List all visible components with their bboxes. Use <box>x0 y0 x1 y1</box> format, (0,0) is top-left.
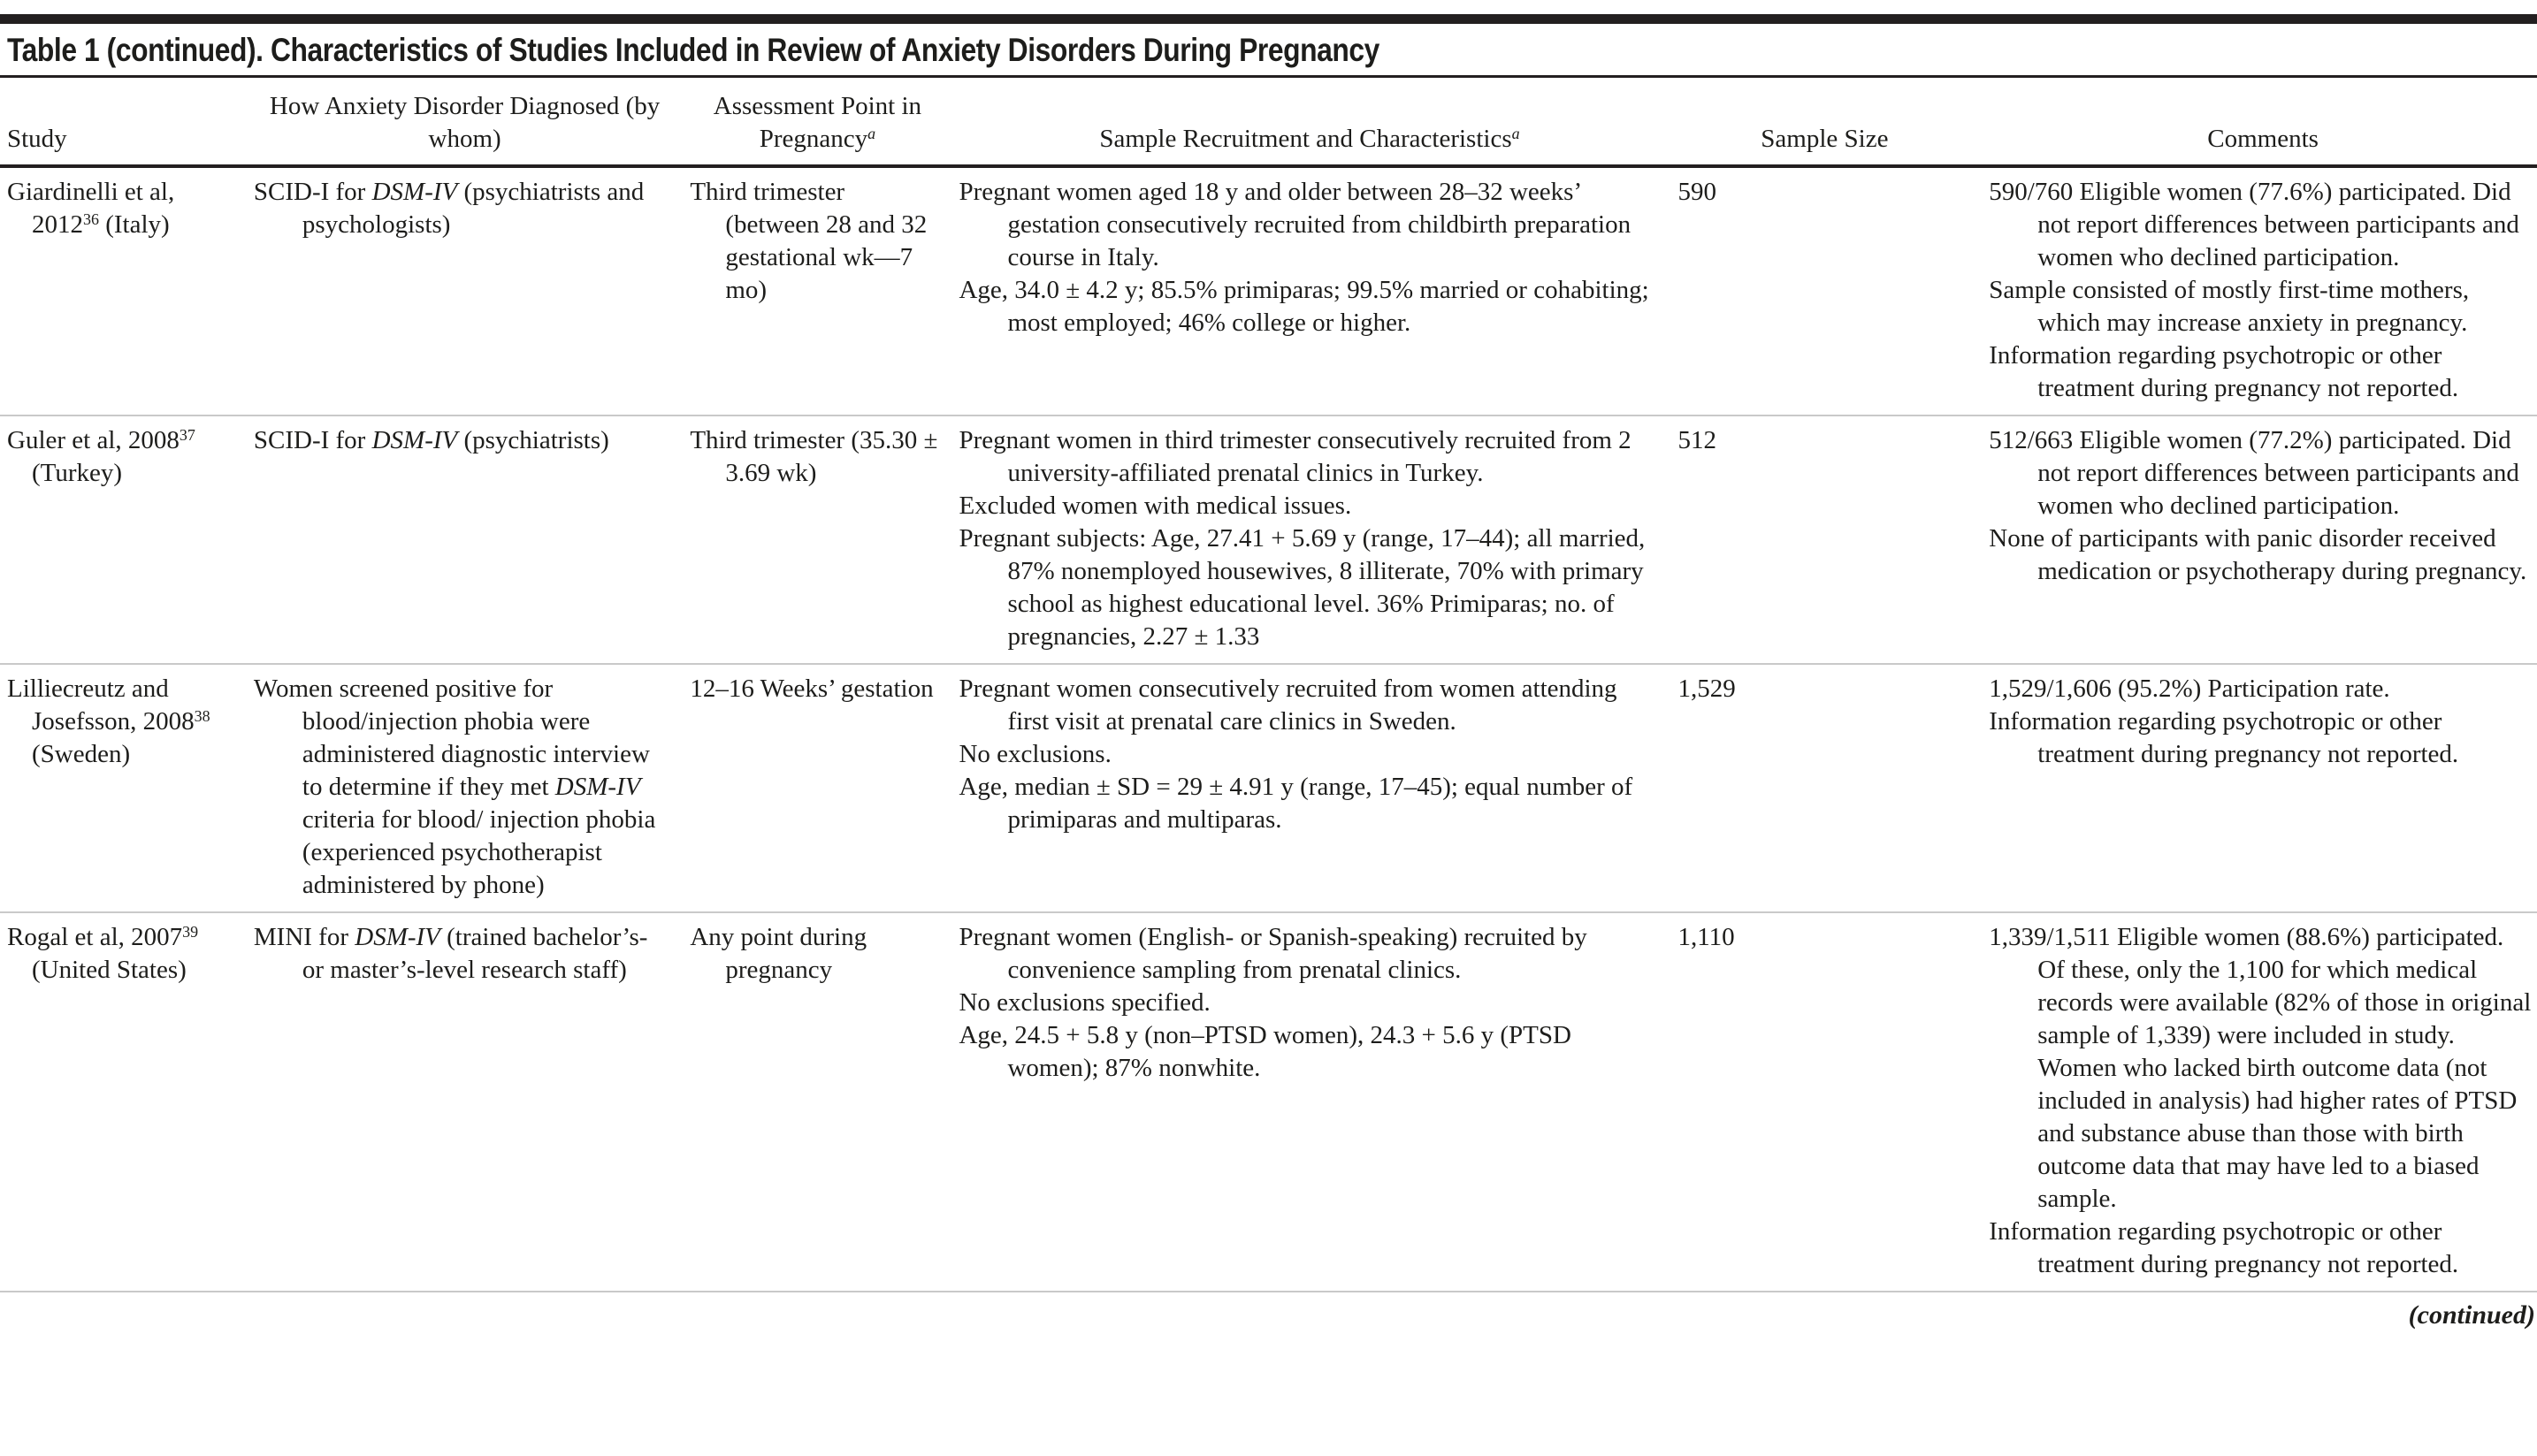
diagnosis-text: SCID-I for DSM-IV (psychiatrists and psychologists) <box>253 178 645 239</box>
study-text: Guler et al, 2008$^{37}$ (Turkey) <box>7 426 195 487</box>
cell-paragraph: Information regarding psychotropic or other treatment during pregnancy not reported. <box>1989 707 2459 768</box>
recruitment-cell <box>959 415 1674 664</box>
study-cell <box>0 912 254 1292</box>
diagnosis-cell <box>254 415 690 664</box>
study-cell <box>0 166 254 415</box>
study-text: Giardinelli et al, 2012$^{36}$ (Italy) <box>7 178 175 239</box>
table-row <box>0 664 2537 912</box>
cell-paragraph: Information regarding psychotropic or other treatment during pregnancy not reported. <box>1989 341 2459 402</box>
sample-size-cell <box>1675 166 1990 415</box>
cell-paragraph: 512/663 Eligible women (77.2%) participated. Did not report differences between participants and women who declined participation. <box>1989 426 2519 520</box>
cell-paragraph: Pregnant women aged 18 y and older between 28–32 weeks’ gestation consecutively recruited from childbirth preparation course in Italy. <box>959 178 1631 271</box>
comments-cell <box>1989 912 2537 1292</box>
sample-size-value: 1,529 <box>1677 675 1736 703</box>
diagnosis-text: Women screened positive for blood/injection phobia were administered diagnostic interview to determine if they met DSM-IV criteria for blood/ injection phobia (experienced psychotherapist administered by phone) <box>253 675 656 899</box>
cell-paragraph: No exclusions specified. <box>959 988 1211 1017</box>
cell-paragraph: 590/760 Eligible women (77.6%) participated. Did not report differences between participants and women who declined participation. <box>1989 178 2519 271</box>
assessment-cell <box>690 912 959 1292</box>
table-row <box>0 912 2537 1292</box>
sample-size-value: 590 <box>1677 178 1716 206</box>
diagnosis-cell <box>254 166 690 415</box>
assessment-cell <box>690 415 959 664</box>
assessment-text: Third trimester (between 28 and 32 gestational wk—7 mo) <box>690 178 928 304</box>
table-row <box>0 415 2537 664</box>
table-title: Table 1 (continued). Characteristics of Studies Included in Review of Anxiety Disorders During Pregnancy <box>7 32 1379 68</box>
assessment-text: 12–16 Weeks’ gestation <box>690 675 934 703</box>
study-cell <box>0 415 254 664</box>
sample-size-value: 512 <box>1677 426 1716 454</box>
header-row <box>0 78 2537 166</box>
sample-size-cell <box>1675 415 1990 664</box>
diagnosis-text: SCID-I for DSM-IV (psychiatrists) <box>253 426 609 454</box>
recruitment-cell <box>959 664 1674 912</box>
sample-size-value: 1,110 <box>1677 923 1735 951</box>
continued-note: (continued) <box>2408 1300 2535 1330</box>
top-rule <box>0 14 2537 24</box>
col-header-study: Study <box>0 78 254 166</box>
cell-paragraph: 1,529/1,606 (95.2%) Participation rate. <box>1989 675 2390 703</box>
cell-paragraph: Sample consisted of mostly first-time mothers, which may increase anxiety in pregnancy. <box>1989 276 2470 337</box>
cell-paragraph: Information regarding psychotropic or other treatment during pregnancy not reported. <box>1989 1217 2459 1278</box>
recruitment-cell <box>959 912 1674 1292</box>
cell-paragraph: None of participants with panic disorder received medication or psychotherapy during pregnancy. <box>1989 524 2527 585</box>
col-header-comments: Comments <box>1989 78 2537 166</box>
col-header-diagnosed: How Anxiety Disorder Diagnosed (by whom) <box>254 78 690 166</box>
sample-size-cell <box>1675 664 1990 912</box>
table-row <box>0 166 2537 415</box>
study-text: Rogal et al, 2007$^{39}$ (United States) <box>7 923 199 984</box>
assessment-text: Any point during pregnancy <box>690 923 867 984</box>
comments-cell <box>1989 166 2537 415</box>
comments-cell <box>1989 664 2537 912</box>
comments-cell <box>1989 415 2537 664</box>
recruitment-cell <box>959 166 1674 415</box>
col-header-sample-size: Sample Size <box>1675 78 1990 166</box>
cell-paragraph: Pregnant women in third trimester consecutively recruited from 2 university-affiliated prenatal clinics in Turkey. <box>959 426 1631 487</box>
diagnosis-cell <box>254 912 690 1292</box>
cell-paragraph: 1,339/1,511 Eligible women (88.6%) participated. Of these, only the 1,100 for which medical records were available (82% of those in original sample of 1,339) were included in study. Women who lacked birth outcome data (not included in analysis) had higher rates of PTSD and substance abuse than those with birth outcome data that may have led to a biased sample. <box>1989 923 2532 1213</box>
cell-paragraph: Excluded women with medical issues. <box>959 492 1352 520</box>
assessment-text: Third trimester (35.30 ± 3.69 wk) <box>690 426 938 487</box>
journal-table-page <box>0 14 2537 1456</box>
col-header-recruitment: Sample Recruitment and Characteristics$^a$ <box>959 78 1674 166</box>
studies-table <box>0 78 2537 1292</box>
cell-paragraph: Age, median ± SD = 29 ± 4.91 y (range, 17–45); equal number of primiparas and multiparas. <box>959 773 1633 834</box>
assessment-cell <box>690 166 959 415</box>
col-header-assessment: Assessment Point in Pregnancy$^a$ <box>690 78 959 166</box>
diagnosis-text: MINI for DSM-IV (trained bachelor’s- or master’s-level research staff) <box>253 923 648 984</box>
study-text: Lilliecreutz and Josefsson, 2008$^{38}$ (Sweden) <box>7 675 210 768</box>
cell-paragraph: Pregnant women consecutively recruited from women attending first visit at prenatal care clinics in Sweden. <box>959 675 1617 736</box>
cell-paragraph: No exclusions. <box>959 740 1112 768</box>
cell-paragraph: Pregnant women (English- or Spanish-speaking) recruited by convenience sampling from prenatal clinics. <box>959 923 1587 984</box>
cell-paragraph: Age, 34.0 ± 4.2 y; 85.5% primiparas; 99.5% married or cohabiting; most employed; 46% college or higher. <box>959 276 1649 337</box>
sample-size-cell <box>1675 912 1990 1292</box>
study-cell <box>0 664 254 912</box>
assessment-cell <box>690 664 959 912</box>
diagnosis-cell <box>254 664 690 912</box>
cell-paragraph: Age, 24.5 + 5.8 y (non–PTSD women), 24.3 + 5.6 y (PTSD women); 87% nonwhite. <box>959 1021 1571 1082</box>
cell-paragraph: Pregnant subjects: Age, 27.41 + 5.69 y (range, 17–44); all married, 87% nonemployed housewives, 8 illiterate, 70% with primary school as highest educational level. 36% Primiparas; no. of pregnancies, 2.27 ± 1.33 <box>959 524 1646 651</box>
